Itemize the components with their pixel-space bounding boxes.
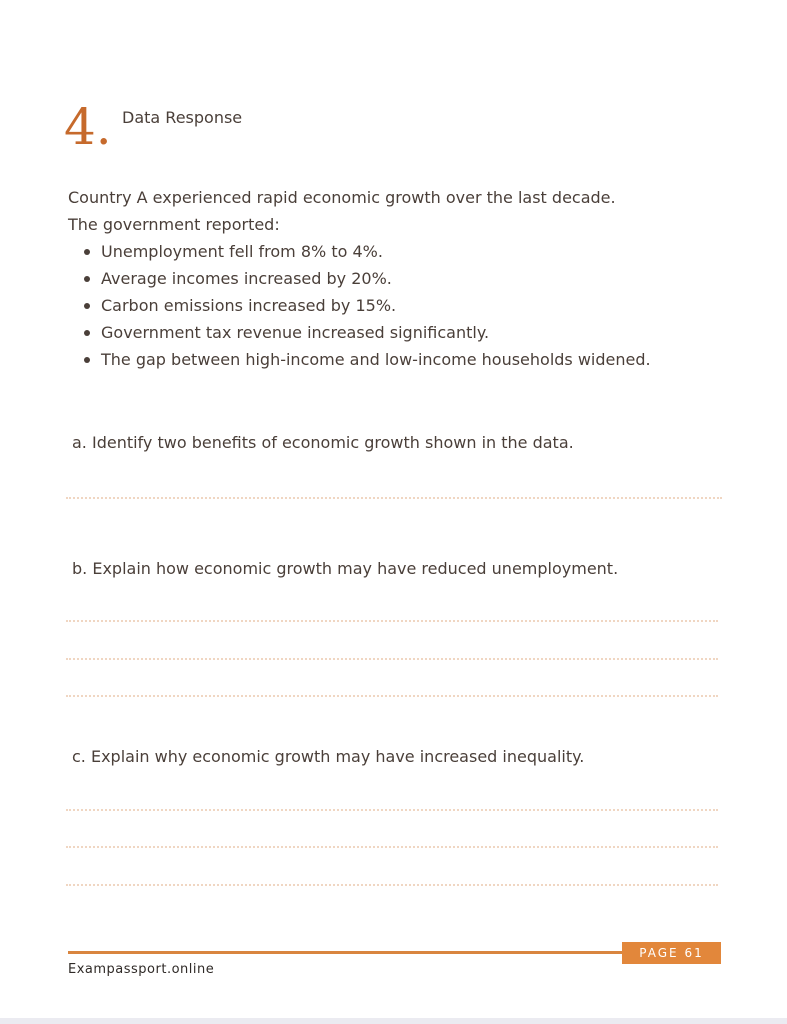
bullet-item <box>84 346 728 373</box>
page-bottom-edge <box>0 1018 787 1024</box>
question-b: b. Explain how economic growth may have reduced unemployment. <box>72 559 619 578</box>
intro-line-2: The government reported: <box>68 215 280 234</box>
bullet-dot-icon <box>84 330 90 336</box>
question-c: c. Explain why economic growth may have increased inequality. <box>72 747 585 766</box>
question-a: a. Identify two benefits of economic growth shown in the data. <box>72 433 574 452</box>
section-number: 4. <box>64 98 112 156</box>
bullet-text: Carbon emissions increased by 15%. <box>101 296 397 315</box>
answer-line-a-1[interactable] <box>66 497 722 499</box>
page-number-badge: PAGE 61 <box>622 942 721 964</box>
bullet-text: The gap between high-income and low-income households widened. <box>101 350 651 369</box>
answer-line-b-3[interactable] <box>66 695 718 697</box>
answer-line-b-2[interactable] <box>66 658 718 660</box>
bullet-text: Government tax revenue increased significantly. <box>101 323 490 342</box>
answer-line-c-1[interactable] <box>66 809 718 811</box>
bullet-text: Unemployment fell from 8% to 4%. <box>101 242 383 261</box>
intro-line-1: Country A experienced rapid economic growth over the last decade. <box>68 188 616 207</box>
bullet-dot-icon <box>84 276 90 282</box>
bullet-item <box>84 265 728 292</box>
section-title: Data Response <box>122 108 243 127</box>
intro-text <box>68 184 728 373</box>
footer-website: Exampassport.online <box>68 962 215 977</box>
bullet-dot-icon <box>84 303 90 309</box>
footer-divider <box>68 951 622 954</box>
bullet-dot-icon <box>84 357 90 363</box>
bullet-item <box>84 292 728 319</box>
bullet-item <box>84 319 728 346</box>
data-bullet-list <box>68 238 728 373</box>
bullet-text: Average incomes increased by 20%. <box>101 269 392 288</box>
bullet-dot-icon <box>84 249 90 255</box>
bullet-item <box>84 238 728 265</box>
answer-line-c-2[interactable] <box>66 846 718 848</box>
answer-line-b-1[interactable] <box>66 620 718 622</box>
answer-line-c-3[interactable] <box>66 884 718 886</box>
